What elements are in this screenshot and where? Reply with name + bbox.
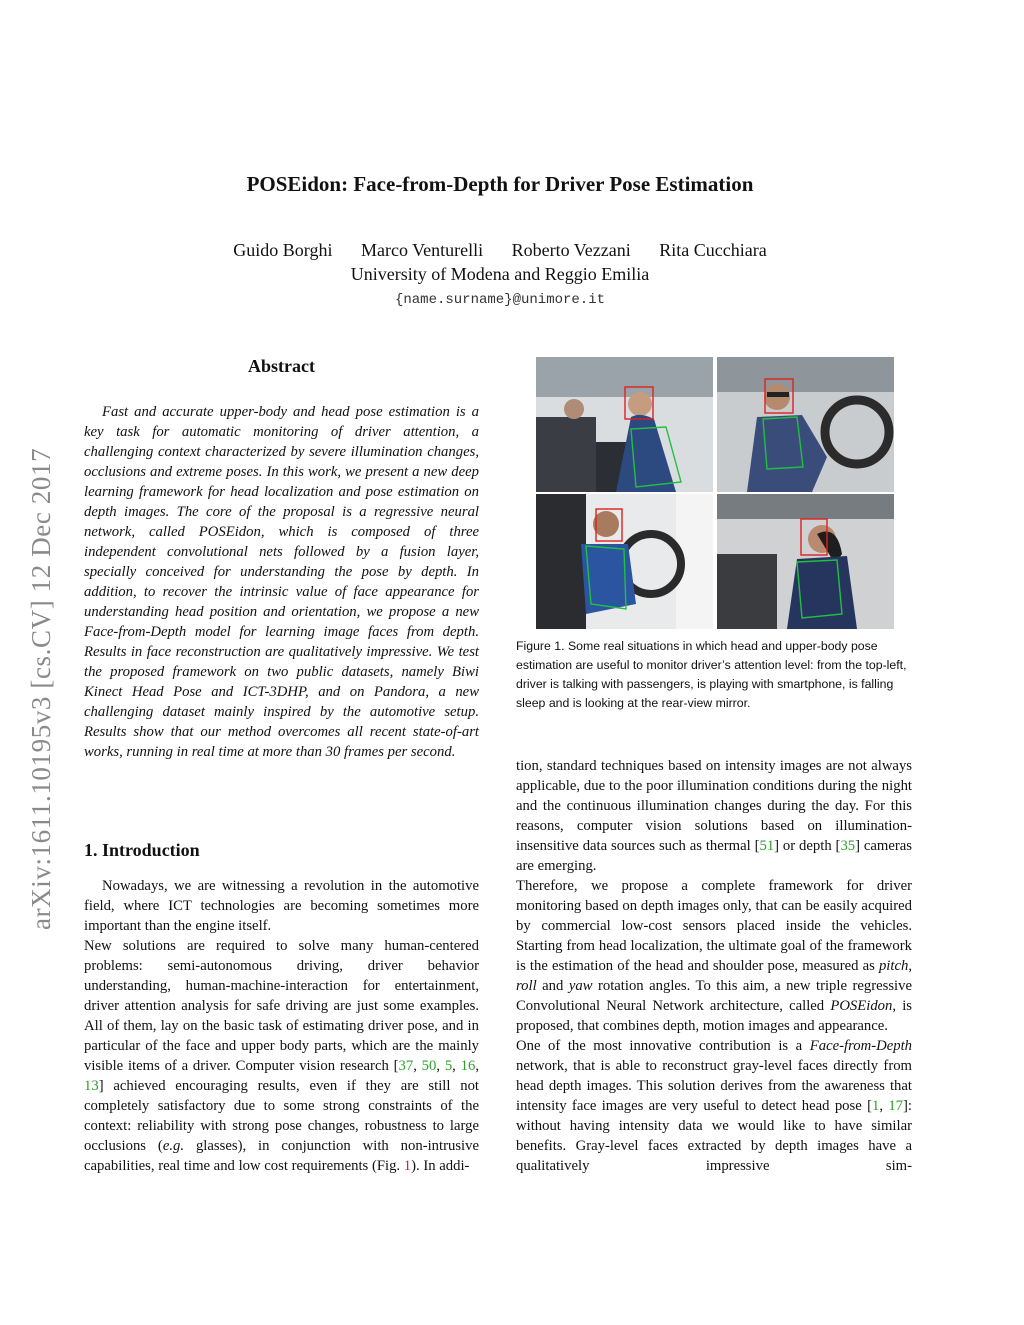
text-run: and <box>536 978 569 994</box>
paper-title: POSEidon: Face-from-Depth for Driver Pose Estimation <box>246 172 754 196</box>
text-run: , is proposed, that combines depth, motion images and appearance. <box>516 998 913 1034</box>
text-run-italic: Face-from-Depth <box>809 1038 912 1054</box>
body-paragraph <box>516 876 912 1036</box>
intro-paragraph-2: New solutions are required to solve many human-centered problems: semi-autonomous driving, driver behavior understanding, human-machine-interaction for entertainment, driver attention analysis for safe driving are just some examples. All of them, lay on the basic task of estimating driver pose, and in particular of the face and upper body parts, which are the mainly visible items of a driver. Computer vision research [37, 50, 5, 16, 13] achieved encouraging results, even if they are still not completely satisfactory due to some strong constraints of the context: reliability with strong pose changes, robustness to large occlusions (e.g. glasses), in conjunction with non-intrusive capabilities, real time and low cost requirements (Fig. 1). In addi- <box>84 938 480 1174</box>
citation-link[interactable]: 35 <box>840 838 856 854</box>
body-paragraph <box>516 756 912 876</box>
text-run-italic: e.g. <box>162 1138 185 1154</box>
abstract-text: Fast and accurate upper-body and head pose estimation is a key task for automatic monitoring of driver attention, a challenging context characterized by severe illumination changes, occlusions and extreme poses. In this work, we present a new deep learning framework for head localization and pose estimation on depth images. The core of the proposal is a regressive neural network, called POSEidon, which is composed of three independent convolutional nets followed by a fusion layer, specially conceived for understanding the pose by depth. In addition, to recover the intrinsic value of face appearance for understanding head position and orientation, we propose a new Face-from-Depth model for learning image faces from depth. Results in face reconstruction are qualitatively impressive. We test the proposed framework on two public datasets, namely Biwi Kinect Head Pose and ICT-3DHP, and on Pandora, a new challenging dataset mainly inspired by the automotive setup. Results show that our method overcomes all recent state-of-art works, running in real time at more than 30 frames per second. <box>84 404 479 760</box>
text-run-italic: POSEidon <box>830 998 893 1014</box>
text-run: network, that is able to reconstruct gray-level faces directly from head depth images. This solution derives from the awareness that intensity face images are very useful to detect head pose [ <box>516 1058 912 1114</box>
intro-paragraph-1: Nowadays, we are witnessing a revolution in the automotive field, where ICT technologies are becoming sometimes more important than the engine itself. <box>84 878 479 934</box>
author-name: Marco Venturelli <box>360 240 484 260</box>
citation-link[interactable]: 17 <box>888 1098 904 1114</box>
author-email: {name.surname}@unimore.it <box>394 292 606 308</box>
citation-link[interactable]: 50 <box>421 1058 437 1074</box>
author-list <box>0 240 1000 261</box>
text-run: rotation angles. To this aim, a new triple regressive Convolutional Neural Network architecture, called <box>516 978 912 1014</box>
text-run: Therefore, we propose a complete framework for driver monitoring based on depth images only, that can be easily acquired by commercial low-cost sensors placed inside the vehicles. Starting from head localization, the ultimate goal of the framework is the estimation of the head and shoulder pose, measured as <box>516 878 912 974</box>
author-name: Guido Borghi <box>233 240 333 260</box>
text-run: tion, standard techniques based on intensity images are not always applicable, due to the poor illumination conditions during the night and the continuous illumination changes during the day. For this reasons, computer vision solutions based on illumination-insensitive data sources such as thermal [ <box>516 758 912 854</box>
citation-link[interactable]: 5 <box>444 1058 453 1074</box>
text-run: One of the most innovative contribution is a <box>516 1038 810 1054</box>
text-run: ). In addi- <box>411 1158 470 1174</box>
introduction-body <box>84 876 479 1176</box>
abstract-heading: Abstract <box>248 356 315 376</box>
citation-link[interactable]: 13 <box>84 1078 99 1094</box>
right-column-body <box>516 756 912 1176</box>
section-heading-introduction: 1. Introduction <box>84 840 200 860</box>
citation-link[interactable]: 16 <box>460 1058 476 1074</box>
citation-link[interactable]: 1 <box>871 1098 880 1114</box>
figure-ref-link[interactable]: 1 <box>403 1158 412 1174</box>
text-run: ]: without having intensity data we would like to have similar benefits. Gray-level faces extracted by depth images have a qualitatively impressive sim- <box>516 1098 912 1174</box>
arxiv-stamp: arXiv:1611.10195v3 [cs.CV] 12 Dec 2017 <box>26 447 56 930</box>
text-run: , <box>879 1098 889 1114</box>
text-run: glasses), in conjunction with non-intrusive capabilities, real time and low cost requirements (Fig. <box>84 1138 480 1174</box>
text-run: ] cameras are emerging. <box>516 838 912 874</box>
author-name: Roberto Vezzani <box>511 240 631 260</box>
author-name: Rita Cucchiara <box>659 240 767 260</box>
text-run: ] achieved encouraging results, even if they are still not completely satisfactory due to some strong constraints of the context: reliability with strong pose changes, robustness to large occlusions ( <box>84 1078 479 1154</box>
figure-1 <box>536 357 892 629</box>
body-paragraph <box>516 1036 912 1176</box>
citation-link[interactable]: 37 <box>398 1058 414 1074</box>
text-run: , <box>908 958 912 974</box>
figure-photo-smartphone <box>717 357 894 492</box>
figure-caption: Figure 1. Some real situations in which head and upper-body pose estimation are useful to monitor driver’s attention level: from the top-left, driver is talking with passengers, is playing with smartphone, is falling sleep and is looking at the rear-view mirror. <box>516 639 907 710</box>
text-run-italic: yaw <box>568 978 593 994</box>
text-run-italic: pitch <box>878 958 909 974</box>
text-run: New solutions are required to solve many human-centered problems: semi-autonomous driving, driver behavior understanding, human-machine-interaction for entertainment, driver attention analysis for safe driving are just some examples. All of them, lay on the basic task of estimating driver pose, and in particular of the face and upper body parts, which are the mainly visible items of a driver. Computer vision research [ <box>84 938 479 1074</box>
citation-link[interactable]: 51 <box>759 838 775 854</box>
figure-photo-rearview <box>717 494 894 629</box>
affiliation: University of Modena and Reggio Emilia <box>350 264 650 284</box>
figure-photo-talking <box>536 357 713 492</box>
figure-photo-sleeping <box>536 494 713 629</box>
text-run: ] or depth [ <box>774 838 841 854</box>
text-run-italic: roll <box>516 978 537 994</box>
